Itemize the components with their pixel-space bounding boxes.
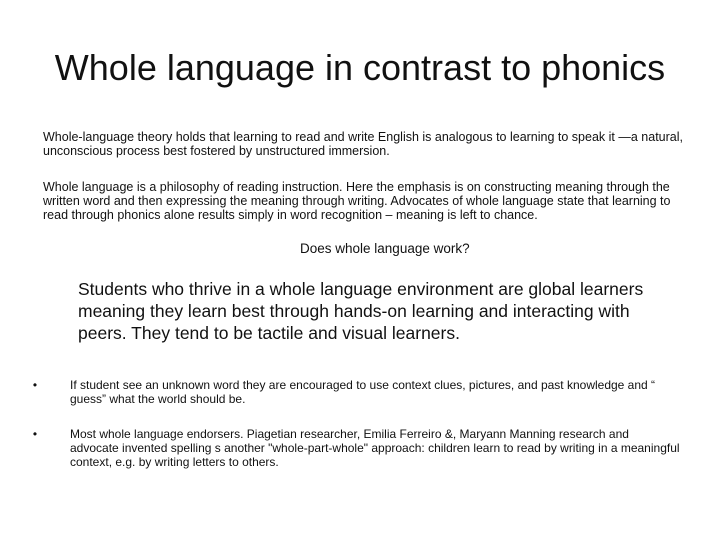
philosophy-paragraph: Whole language is a philosophy of reading instruction. Here the emphasis is on constructing meaning through the written word and then expressing the meaning through writing. Advocates of whole language state that learning to read through phonics alone results simply in word recognition – meaning is left to chance. [43,180,671,222]
bullet-text: Most whole language endorsers. Piagetian researcher, Emilia Ferreiro &, Maryann Manning research and advocate invented spelling s another "whole-part-whole" approach: children learn to read by writing in a meaningful context, e.g. by writing letters to others. [70,427,680,469]
bullet-item-context-clues [32,378,680,406]
slide-title: Whole language in contrast to phonics [54,47,666,88]
bullet-icon: • [32,427,38,441]
definition-paragraph: Whole-language theory holds that learning to read and write English is analogous to learning to speak it —a natural, unconscious process best fostered by unstructured immersion. [43,130,683,158]
bullet-text: If student see an unknown word they are encouraged to use context clues, pictures, and past knowledge and “ guess” what the world should be. [70,378,656,406]
bullet-list [0,378,720,469]
bullet-item-endorsers [32,427,680,469]
bullet-icon: • [32,378,38,392]
question-heading: Does whole language work? [300,241,470,256]
learners-paragraph: Students who thrive in a whole language environment are global learners meaning they learn best through hands-on learning and interacting with peers. They tend to be tactile and visual learners. [78,279,644,343]
